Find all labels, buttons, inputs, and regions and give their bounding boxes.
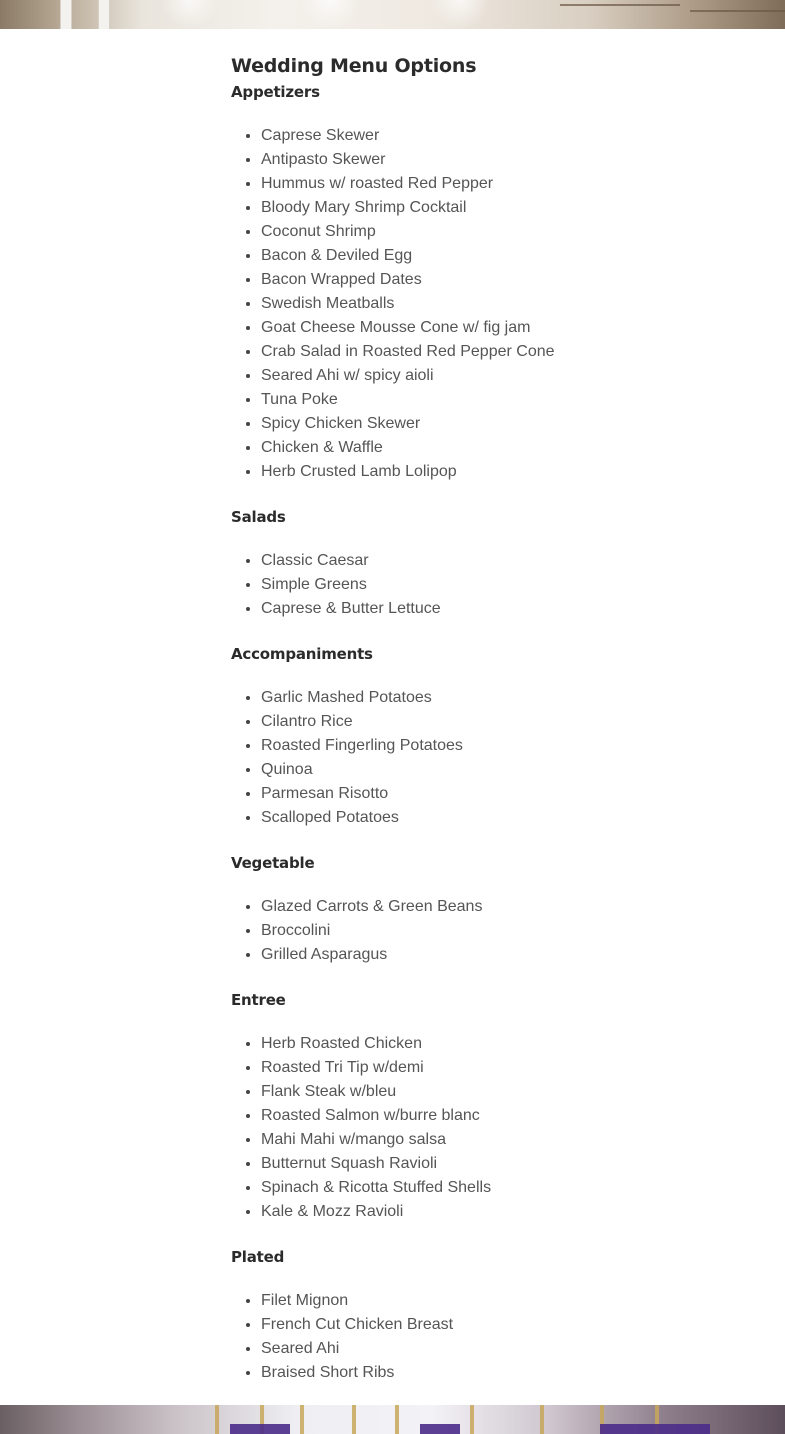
list-item: • Scalloped Potatoes — [261, 806, 751, 830]
list-item: • Classic Caesar — [261, 549, 751, 573]
list-item: • Bloody Mary Shrimp Cocktail — [261, 196, 751, 220]
list-item: • Quinoa — [261, 758, 751, 782]
hero-image-top — [0, 0, 785, 29]
list-item: • Garlic Mashed Potatoes — [261, 686, 751, 710]
hero-image-bottom — [0, 1405, 785, 1434]
vegetable-list — [231, 895, 751, 967]
list-item: • Glazed Carrots & Green Beans — [261, 895, 751, 919]
section-appetizers — [231, 81, 751, 484]
list-item: • Roasted Fingerling Potatoes — [261, 734, 751, 758]
plated-list — [231, 1289, 751, 1385]
list-item: • Seared Ahi w/ spicy aioli — [261, 364, 751, 388]
list-item: • Filet Mignon — [261, 1289, 751, 1313]
list-item: • Spicy Chicken Skewer — [261, 412, 751, 436]
list-item: • Grilled Asparagus — [261, 943, 751, 967]
section-plated — [231, 1246, 751, 1385]
list-item: • Broccolini — [261, 919, 751, 943]
section-salads — [231, 506, 751, 621]
list-item: • Hummus w/ roasted Red Pepper — [261, 172, 751, 196]
list-item: • Goat Cheese Mousse Cone w/ fig jam — [261, 316, 751, 340]
section-title-plated: Plated — [231, 1248, 285, 1266]
list-item: • Herb Roasted Chicken — [261, 1032, 751, 1056]
list-item: • Caprese & Butter Lettuce — [261, 597, 751, 621]
list-item: • Flank Steak w/bleu — [261, 1080, 751, 1104]
entree-list — [231, 1032, 751, 1224]
list-item: • Parmesan Risotto — [261, 782, 751, 806]
list-item: • Cilantro Rice — [261, 710, 751, 734]
section-title-accompaniments: Accompaniments — [231, 645, 373, 663]
section-title-salads: Salads — [231, 508, 286, 526]
section-accompaniments — [231, 643, 751, 830]
list-item: • French Cut Chicken Breast — [261, 1313, 751, 1337]
list-item: • Coconut Shrimp — [261, 220, 751, 244]
section-title-entree: Entree — [231, 991, 286, 1009]
list-item: • Mahi Mahi w/mango salsa — [261, 1128, 751, 1152]
list-item: • Antipasto Skewer — [261, 148, 751, 172]
list-item: • Caprese Skewer — [261, 124, 751, 148]
list-item: • Roasted Tri Tip w/demi — [261, 1056, 751, 1080]
section-title-vegetable: Vegetable — [231, 854, 315, 872]
menu-content — [231, 50, 751, 1407]
list-item: • Kale & Mozz Ravioli — [261, 1200, 751, 1224]
list-item: • Spinach & Ricotta Stuffed Shells — [261, 1176, 751, 1200]
list-item: • Herb Crusted Lamb Lolipop — [261, 460, 751, 484]
list-item: • Bacon & Deviled Egg — [261, 244, 751, 268]
list-item: • Roasted Salmon w/burre blanc — [261, 1104, 751, 1128]
section-vegetable — [231, 852, 751, 967]
appetizers-list — [231, 124, 751, 484]
list-item: • Simple Greens — [261, 573, 751, 597]
list-item: • Bacon Wrapped Dates — [261, 268, 751, 292]
list-item: • Braised Short Ribs — [261, 1361, 751, 1385]
list-item: • Chicken & Waffle — [261, 436, 751, 460]
list-item: • Seared Ahi — [261, 1337, 751, 1361]
section-title-appetizers: Appetizers — [231, 83, 320, 101]
list-item: • Crab Salad in Roasted Red Pepper Cone — [261, 340, 751, 364]
salads-list — [231, 549, 751, 621]
accompaniments-list — [231, 686, 751, 830]
list-item: • Swedish Meatballs — [261, 292, 751, 316]
section-entree — [231, 989, 751, 1224]
list-item: • Tuna Poke — [261, 388, 751, 412]
list-item: • Butternut Squash Ravioli — [261, 1152, 751, 1176]
page-title: Wedding Menu Options — [231, 55, 477, 77]
